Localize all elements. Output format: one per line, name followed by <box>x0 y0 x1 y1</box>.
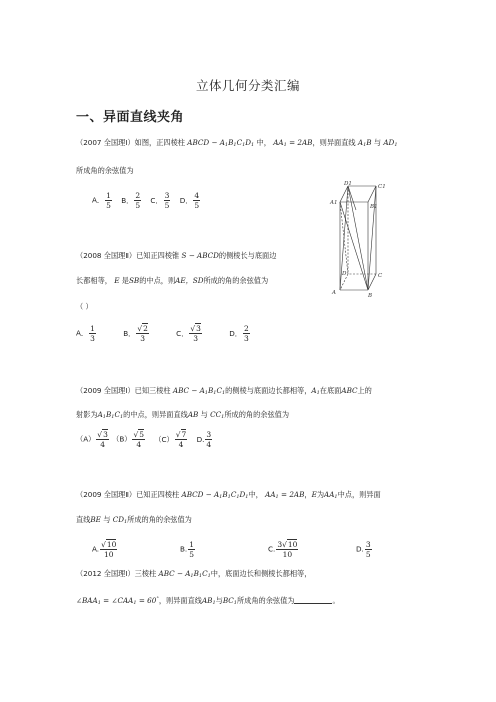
q4-line2: 直线BE 与 $CD_1$所成的角的余弦值为 <box>76 515 192 525</box>
page-title: 立体几何分类汇编 <box>195 78 300 93</box>
q5-line1: （2012 全国理Ⅰ）三棱柱 ABC − $A_1B_1C_1$中，底面边长和侧棱长都相等， <box>76 569 312 579</box>
q2-line1: （2008 全国理Ⅱ）已知正四棱锥 S − ABCD的侧棱长与底面边 <box>76 251 277 260</box>
q2-options: A． $\frac{1}{3}$ B． $\frac{√2}{3}$ C． $\frac{√3}{3}$ D． $\frac{2}{3}$ <box>76 324 249 343</box>
answer-blank[interactable] <box>294 596 332 604</box>
figure-label-c1: C1 <box>378 184 386 190</box>
figure-label-a1: A1 <box>330 200 338 206</box>
q1-line2: 所成角的余弦值为 <box>76 166 134 175</box>
q4-line1: （2009 全国理Ⅱ）已知正四棱柱 ABCD − $A_1B_1C_1D_1$中， $AA_1 = 2AB$，E为$AA_1$中点，则异面 <box>76 490 381 500</box>
figure-label-a: A <box>332 290 336 296</box>
q3-line2: 射影为$A_1B_1C_1$的中点，则异面直线AB 与 $CC_1$所成的角的余弦值为 <box>76 410 290 420</box>
q3-options: （A） $\frac{√3}{4}$ （B） $\frac{√5}{4}$ （C） $\frac{√7}{4}$ D. $\frac{3}{4}$ <box>76 430 212 449</box>
q4-option-b: B. $\frac{1}{5}$ <box>180 540 194 559</box>
q1-source: （2007 全国理Ⅰ） <box>76 138 135 147</box>
prism-figure <box>328 180 408 300</box>
q2-line2: 长都相等， E 是SB的中点，则AE，SD所成的角的余弦值为 <box>76 276 269 285</box>
figure-label-b: B <box>368 293 373 299</box>
q1-options: A． $\frac{1}{5}$ B． $\frac{2}{5}$ C． $\frac{3}{5}$ D． $\frac{4}{5}$ <box>92 191 200 210</box>
q1-line1: （2007 全国理Ⅰ）如图，正四棱柱 ABCD − $A_1B_1C_1D_1$ 中， $AA_1 = 2AB$，则异面直线 $A_1B$ 与 $AD_1$ <box>76 138 398 148</box>
q2-answer-paren: （ ） <box>76 302 93 311</box>
figure-label-c: C <box>378 273 383 279</box>
section-heading: 一、异面直线夹角 <box>76 110 185 125</box>
q4-option-c: C. $\frac{3√10}{10}$ <box>268 540 298 559</box>
figure-label-d1: D1 <box>344 181 352 187</box>
q4-option-d: D. $\frac{3}{5}$ <box>356 540 371 559</box>
q5-line2: $\angle BAA_1$ = $\angle CAA_1 = 60^\circ$，则异面直线$AB_1$与$BC_1$所成角的余弦值为 。 <box>76 596 340 606</box>
q4-option-a: A. $\frac{√10}{10}$ <box>92 540 117 559</box>
figure-label-b1: B1 <box>370 204 378 210</box>
figure-label-d: D <box>342 271 347 277</box>
q3-line1: （2009 全国理Ⅰ）已知三棱柱 ABC − $A_1B_1C_1$的侧棱与底面边长都相等，$A_1$在底面ABC上的 <box>76 386 372 396</box>
